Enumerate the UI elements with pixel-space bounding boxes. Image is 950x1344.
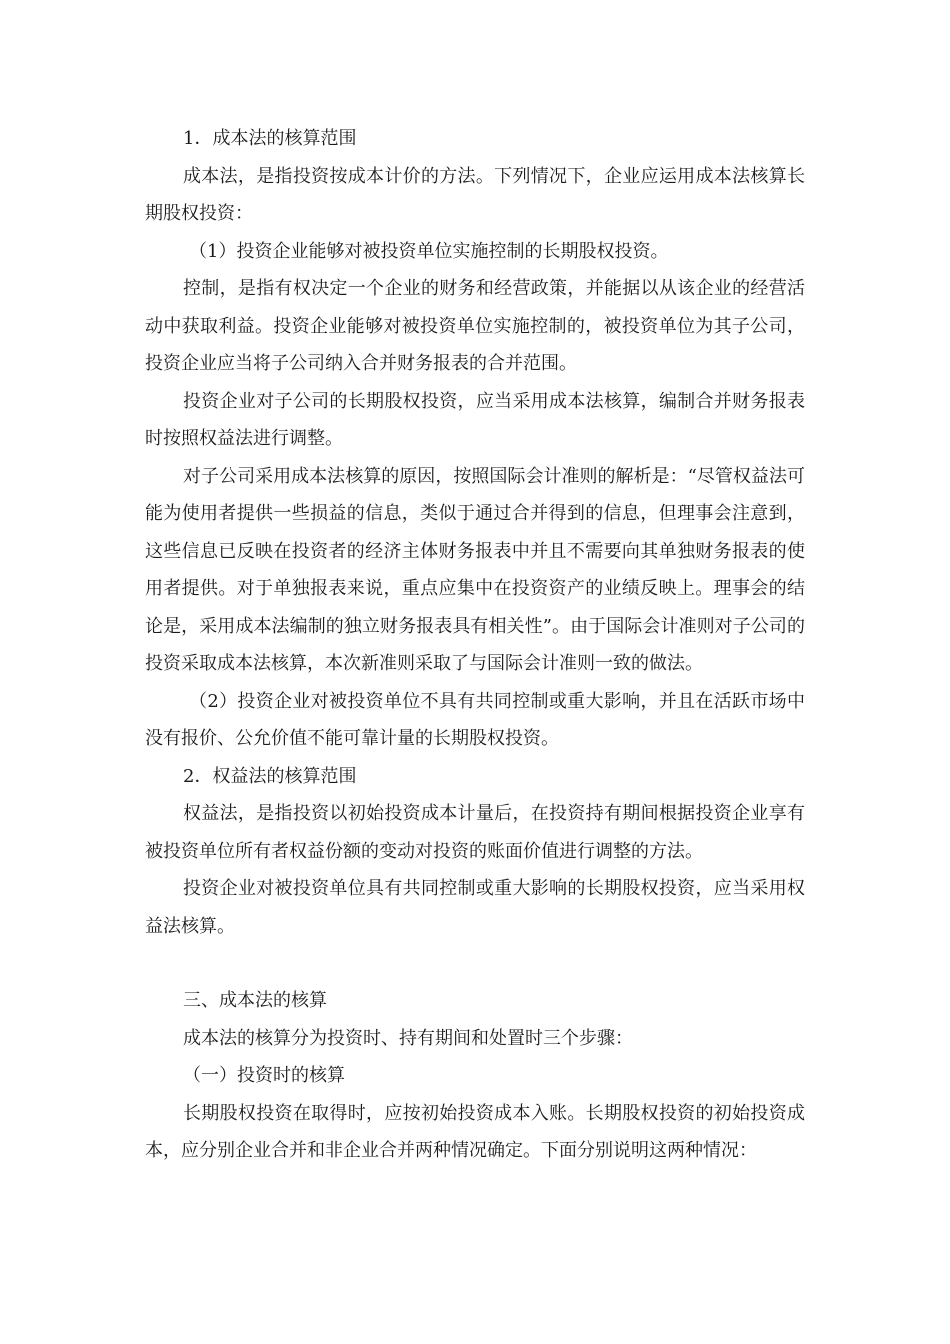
paragraph: 权益法，是指投资以初始投资成本计量后，在投资持有期间根据投资企业享有被投资单位所有者权益份额的变动对投资的账面价值进行调整的方法。	[145, 803, 805, 862]
heading-equity-method-scope: 2．权益法的核算范围	[183, 765, 357, 787]
paragraph: 投资企业对子公司的长期股权投资，应当采用成本法核算，编制合并财务报表时按照权益法进行调整。	[145, 390, 805, 449]
document-body	[145, 120, 805, 1170]
subsection-heading: （一）投资时的核算	[183, 1065, 345, 1086]
paragraph: 成本法，是指投资按成本计价的方法。下列情况下，企业应运用成本法核算长期股权投资：	[145, 165, 805, 224]
section-spacer	[145, 945, 805, 982]
paragraph: 投资企业对被投资单位具有共同控制或重大影响的长期股权投资，应当采用权益法核算。	[145, 878, 805, 937]
list-item: （2）投资企业对被投资单位不具有共同控制或重大影响，并且在活跃市场中没有报价、公允价值不能可靠计量的长期股权投资。	[145, 690, 805, 749]
paragraph: 控制，是指有权决定一个企业的财务和经营政策，并能据以从该企业的经营活动中获取利益。投资企业能够对被投资单位实施控制的，被投资单位为其子公司，投资企业应当将子公司纳入合并财务报表的合并范围。	[145, 278, 805, 374]
paragraph: 对子公司采用成本法核算的原因，按照国际会计准则的解析是：“尽管权益法可能为使用者提供一些损益的信息，类似于通过合并得到的信息，但理事会注意到，这些信息已反映在投资者的经济主体财务报表中并且不需要向其单独财务报表的使用者提供。对于单独报表来说，重点应集中在投资资产的业绩反映上。理事会的结论是，采用成本法编制的独立财务报表具有相关性”。由于国际会计准则对子公司的投资采取成本法核算，本次新准则采取了与国际会计准则一致的做法。	[145, 465, 805, 674]
heading-cost-method-scope: 1．成本法的核算范围	[183, 128, 357, 149]
list-item: （1）投资企业能够对被投资单位实施控制的长期股权投资。	[189, 240, 669, 262]
paragraph: 长期股权投资在取得时，应按初始投资成本入账。长期股权投资的初始投资成本，应分别企业合并和非企业合并两种情况确定。下面分别说明这两种情况：	[145, 1102, 805, 1161]
section-heading: 三、成本法的核算	[183, 990, 327, 1011]
paragraph: 成本法的核算分为投资时、持有期间和处置时三个步骤：	[183, 1027, 633, 1049]
